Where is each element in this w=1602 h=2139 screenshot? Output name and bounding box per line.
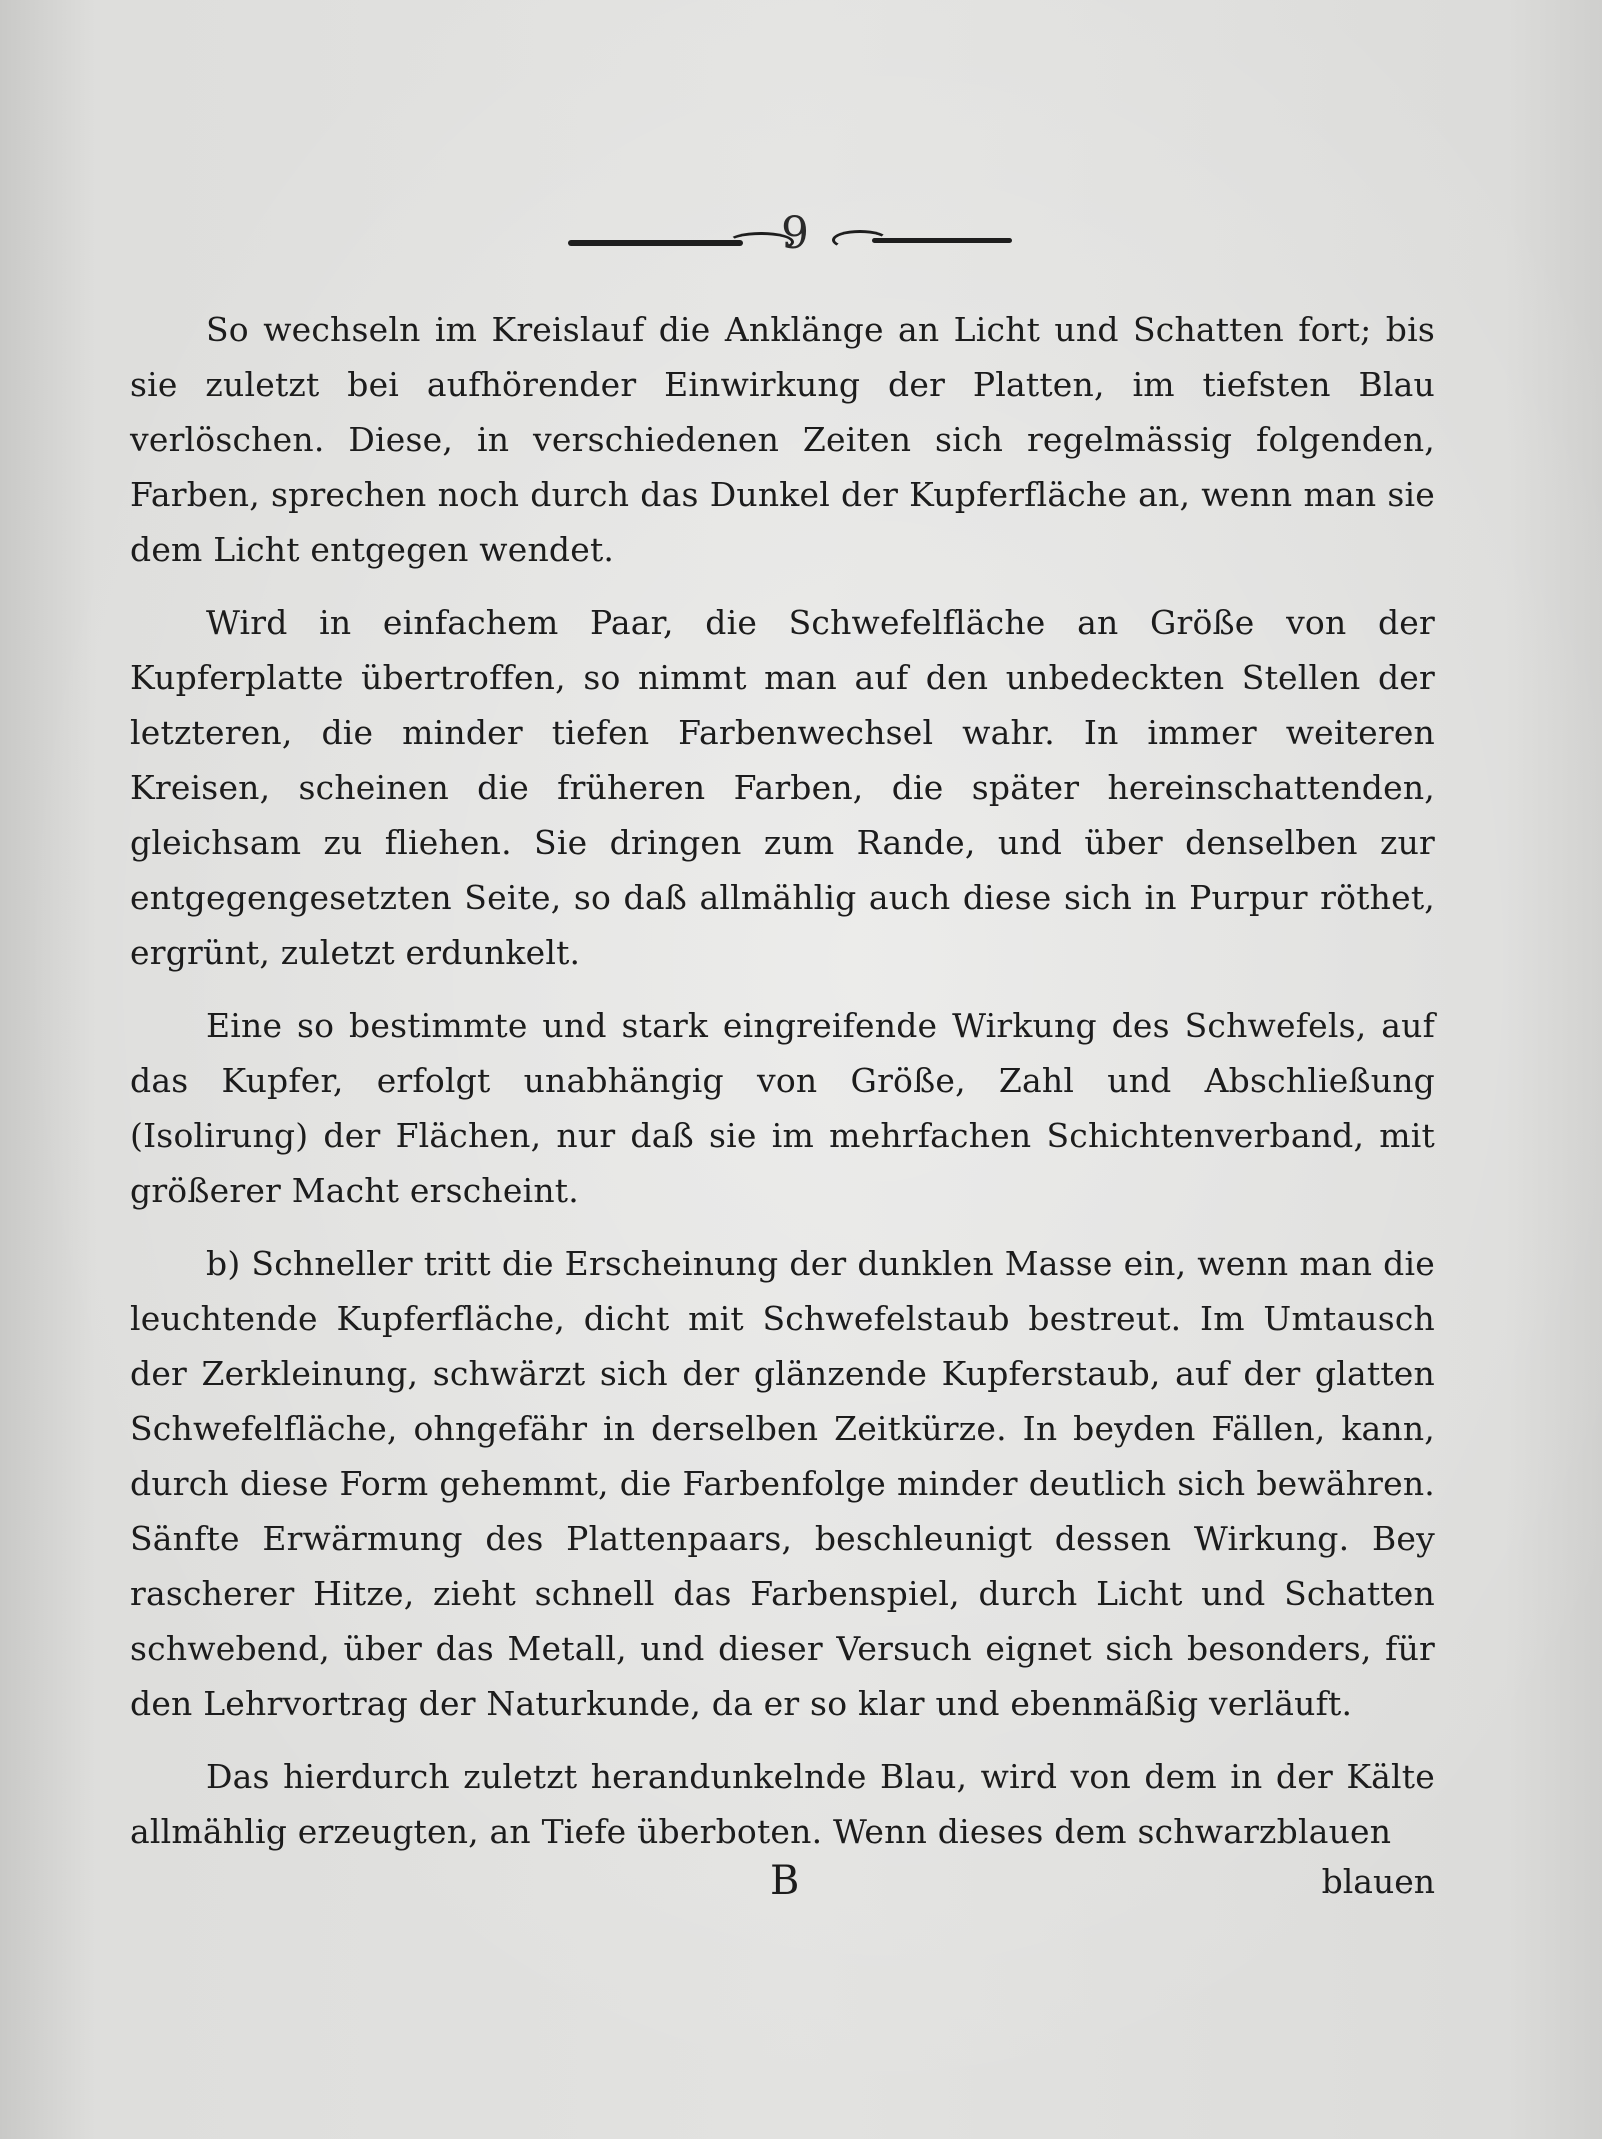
page-number: 9 [781,208,809,259]
ornament-rule-right [872,238,1012,243]
signature-mark: B [770,1858,800,1904]
ornament-rule-left [568,240,743,246]
paragraph-5: Das hierdurch zuletzt herandunkelnde Blau, wird von dem in der Kälte allmählig erzeugten, an Tiefe überboten. Wenn dieses dem schwarzblauen [130,1757,1435,1851]
paragraph-3: Eine so bestimmte und stark eingreifende Wirkung des Schwefels, auf das Kupfer, erfolgt unabhängig von Größe, Zahl und Abschließung (Isolirung) der Flächen, nur daß sie im mehrfachen Schichtenverband, mit größerer Macht erscheint. [130,1006,1435,1210]
body-text [130,302,1435,1877]
catchword: blauen [1321,1862,1435,1901]
paragraph-2: Wird in einfachem Paar, die Schwefelfläche an Größe von der Kupferplatte übertroffen, so nimmt man auf den unbedeckten Stellen der letzteren, die minder tiefen Farbenwechsel wahr. In immer weiteren Kreisen, scheinen die früheren Farben, die später hereinschattenden, gleichsam zu fliehen. Sie dringen zum Rande, und über denselben zur entgegengesetzten Seite, so daß allmählig auch diese sich in Purpur röthet, ergrünt, zuletzt erdunkelt. [130,603,1435,972]
page-footer [130,1852,1435,1908]
paragraph-4: b) Schneller tritt die Erscheinung der dunklen Masse ein, wenn man die leuchtende Kupferfläche, dicht mit Schwefelstaub bestreut. Im Umtausch der Zerkleinung, schwärzt sich der glänzende Kupferstaub, auf der glatten Schwefelfläche, ohngefähr in derselben Zeitkürze. In beyden Fällen, kann, durch diese Form gehemmt, die Farbenfolge minder deutlich sich bewähren. Sänfte Erwärmung des Plattenpaars, beschleunigt dessen Wirkung. Bey rascherer Hitze, zieht schnell das Farbenspiel, durch Licht und Schatten schwebend, über das Metall, und dieser Versuch eignet sich besonders, für den Lehrvortrag der Naturkunde, da er so klar und ebenmäßig verläuft. [130,1244,1435,1723]
paragraph-1: So wechseln im Kreislauf die Anklänge an Licht und Schatten fort; bis sie zuletzt bei aufhörender Einwirkung der Platten, im tiefsten Blau verlöschen. Diese, in verschiedenen Zeiten sich regelmässig folgenden, Farben, sprechen noch durch das Dunkel der Kupferfläche an, wenn man sie dem Licht entgegen wendet. [130,310,1435,569]
page-header [560,208,1020,272]
